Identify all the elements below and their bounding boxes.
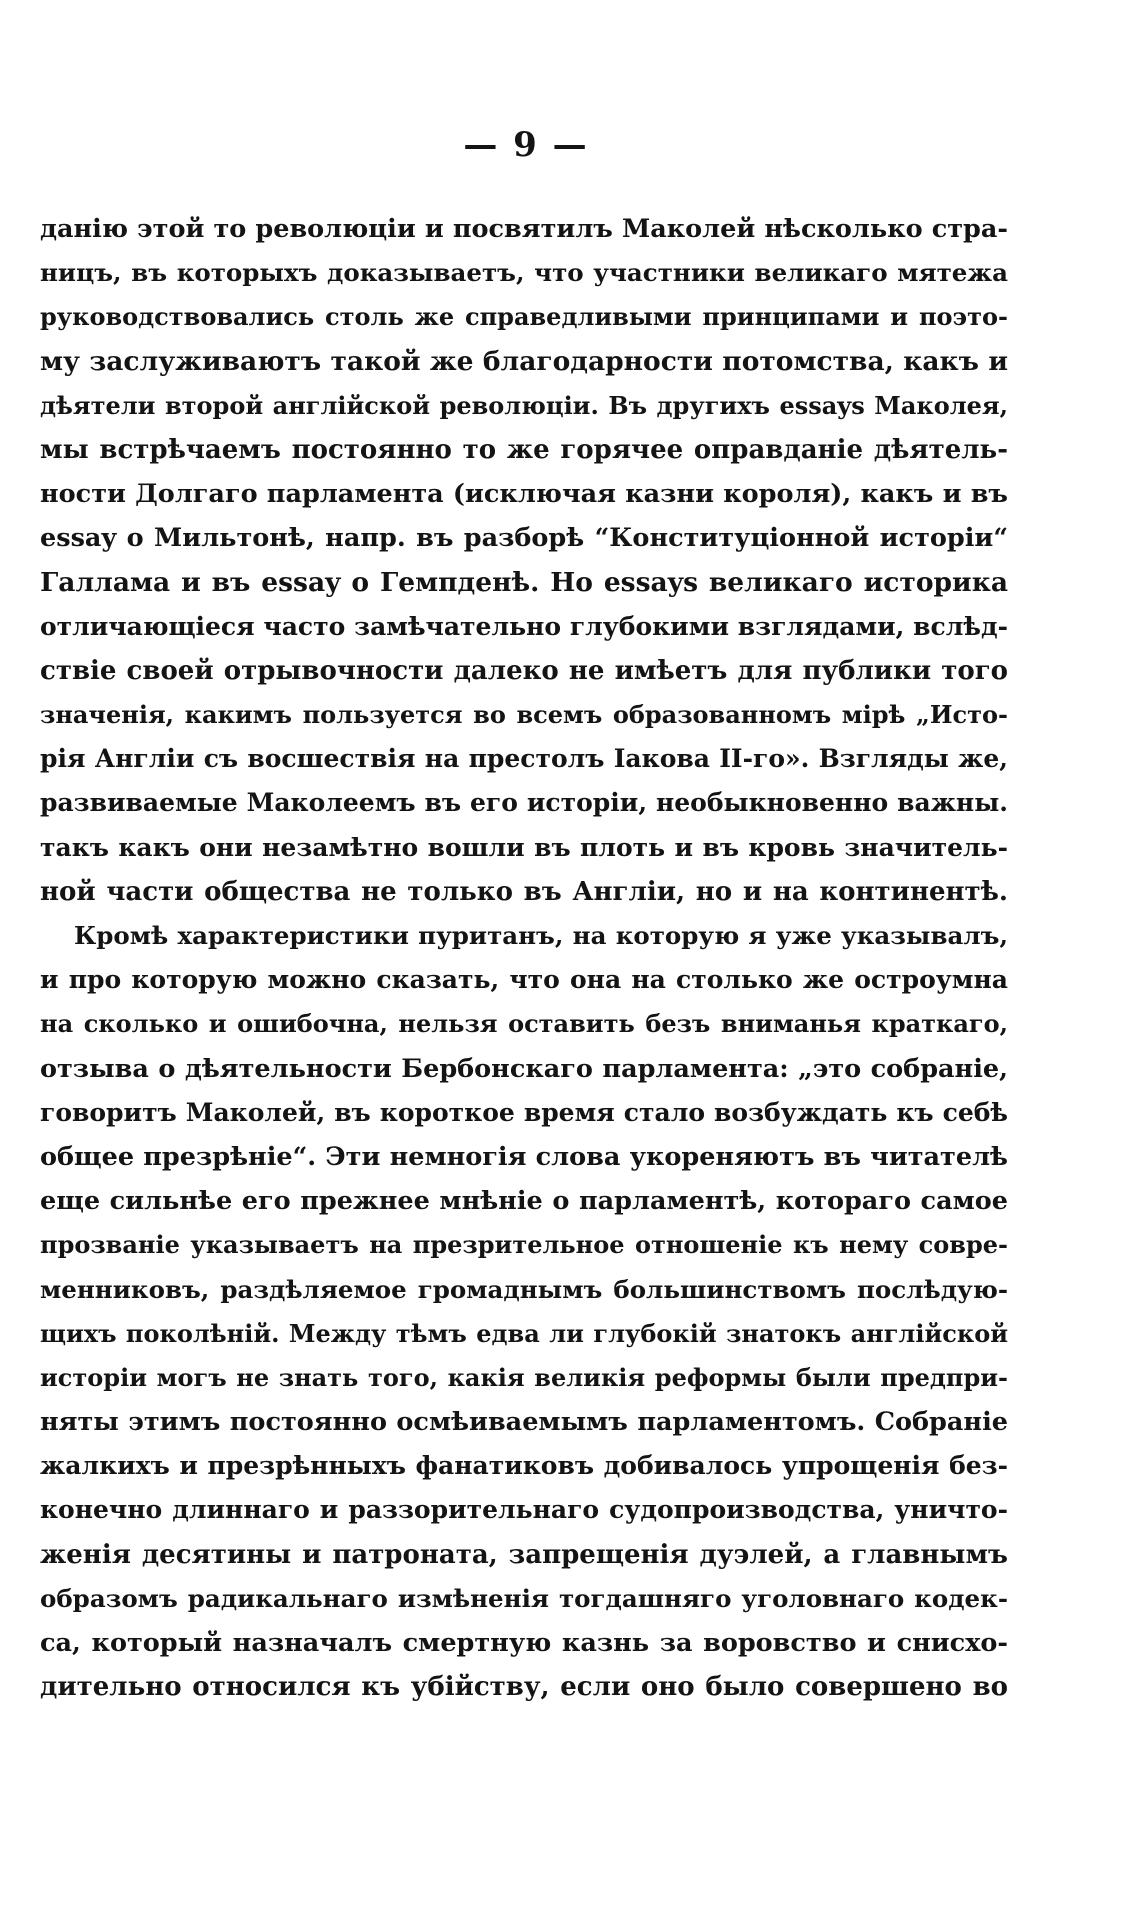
text-line: дѣятели второй англійской революціи. Въ другихъ essays Маколея, xyxy=(40,390,1008,420)
text-line: щихъ поколѣній. Между тѣмъ едва ли глубокій знатокъ англійской xyxy=(40,1318,1008,1348)
text-line: отзыва о дѣятельности Бербонскаго парламента: „это собраніе, xyxy=(40,1053,1008,1084)
body-text xyxy=(40,207,1008,1709)
text-line: ницъ, въ которыхъ доказываетъ, что участники великаго мятежа xyxy=(40,258,1008,288)
text-line: общее презрѣніе“. Эти немногія слова укореняютъ въ читателѣ xyxy=(40,1141,1008,1172)
text-line: говоритъ Маколей, въ короткое время стало возбуждать къ себѣ xyxy=(40,1097,1008,1127)
text-line: жалкихъ и презрѣнныхъ фанатиковъ добивалось упрощенія без- xyxy=(40,1451,1008,1481)
text-line: ствіе своей отрывочности далеко не имѣетъ для публики того xyxy=(40,655,1008,686)
text-line: образомъ радикальнаго измѣненія тогдашняго уголовнаго кодек- xyxy=(40,1583,1008,1613)
text-line: развиваемые Маколеемъ въ его исторіи, необыкновенно важны. xyxy=(40,788,1008,818)
page-number: — 9 — xyxy=(463,125,589,165)
text-line: са, который назначалъ смертную казнь за воровство и снисхо- xyxy=(40,1628,1008,1658)
text-line: няты этимъ постоянно осмѣиваемымъ парламентомъ. Собраніе xyxy=(40,1407,1008,1438)
text-line: на сколько и ошибочна, нельзя оставить безъ вниманья краткаго, xyxy=(40,1009,1008,1039)
text-line: ной части общества не только въ Англіи, но и на континентѣ. xyxy=(40,876,1008,907)
text-line: рія Англіи съ восшествія на престолъ Іакова II-го». Взгляды же, xyxy=(40,744,1008,774)
text-line: essay о Мильтонѣ, напр. въ разборѣ “Конституціонной исторіи“ xyxy=(40,523,1008,554)
text-line: руководствовались столь же справедливыми принципами и поэто- xyxy=(40,302,1008,332)
text-line: значенія, какимъ пользуется во всемъ образованномъ мірѣ „Исто- xyxy=(40,700,1008,730)
text-line: мы встрѣчаемъ постоянно то же горячее оправданіе дѣятель- xyxy=(40,434,1008,465)
text-line: отличающіеся часто замѣчательно глубокими взглядами, вслѣд- xyxy=(40,611,1008,641)
text-line: менниковъ, раздѣляемое громаднымъ большинствомъ послѣдую- xyxy=(40,1274,1008,1304)
text-line: такъ какъ они незамѣтно вошли въ плоть и въ кровь значитель- xyxy=(40,832,1008,862)
text-line: прозваніе указываетъ на презрительное отношеніе къ нему совре- xyxy=(40,1230,1008,1260)
text-line: Кромѣ характеристики пуританъ, на которую я уже указывалъ, xyxy=(74,921,1008,950)
text-line: женія десятины и патроната, запрещенія дуэлей, а главнымъ xyxy=(40,1539,1008,1570)
text-line: ности Долгаго парламента (исключая казни короля), какъ и въ xyxy=(40,479,1008,510)
text-line: му заслуживаютъ такой же благодарности потомства, какъ и xyxy=(40,345,1008,377)
text-line: еще сильнѣе его прежнее мнѣніе о парламентѣ, котораго самое xyxy=(40,1186,1008,1217)
text-line: дительно относился къ убійству, если оно было совершено во xyxy=(40,1672,1008,1703)
text-line: и про которую можно сказать, что она на столько же остроумна xyxy=(40,965,1008,995)
text-line: данію этой то революціи и посвятилъ Маколей нѣсколько стра- xyxy=(40,214,1008,244)
text-line: конечно длиннаго и раззорительнаго судопроизводства, уничто- xyxy=(40,1495,1008,1525)
text-line: исторіи могъ не знать того, какія великія реформы были предпри- xyxy=(40,1362,1008,1392)
text-line: Галлама и въ essay о Гемпденѣ. Но essays великаго историка xyxy=(40,566,1008,598)
